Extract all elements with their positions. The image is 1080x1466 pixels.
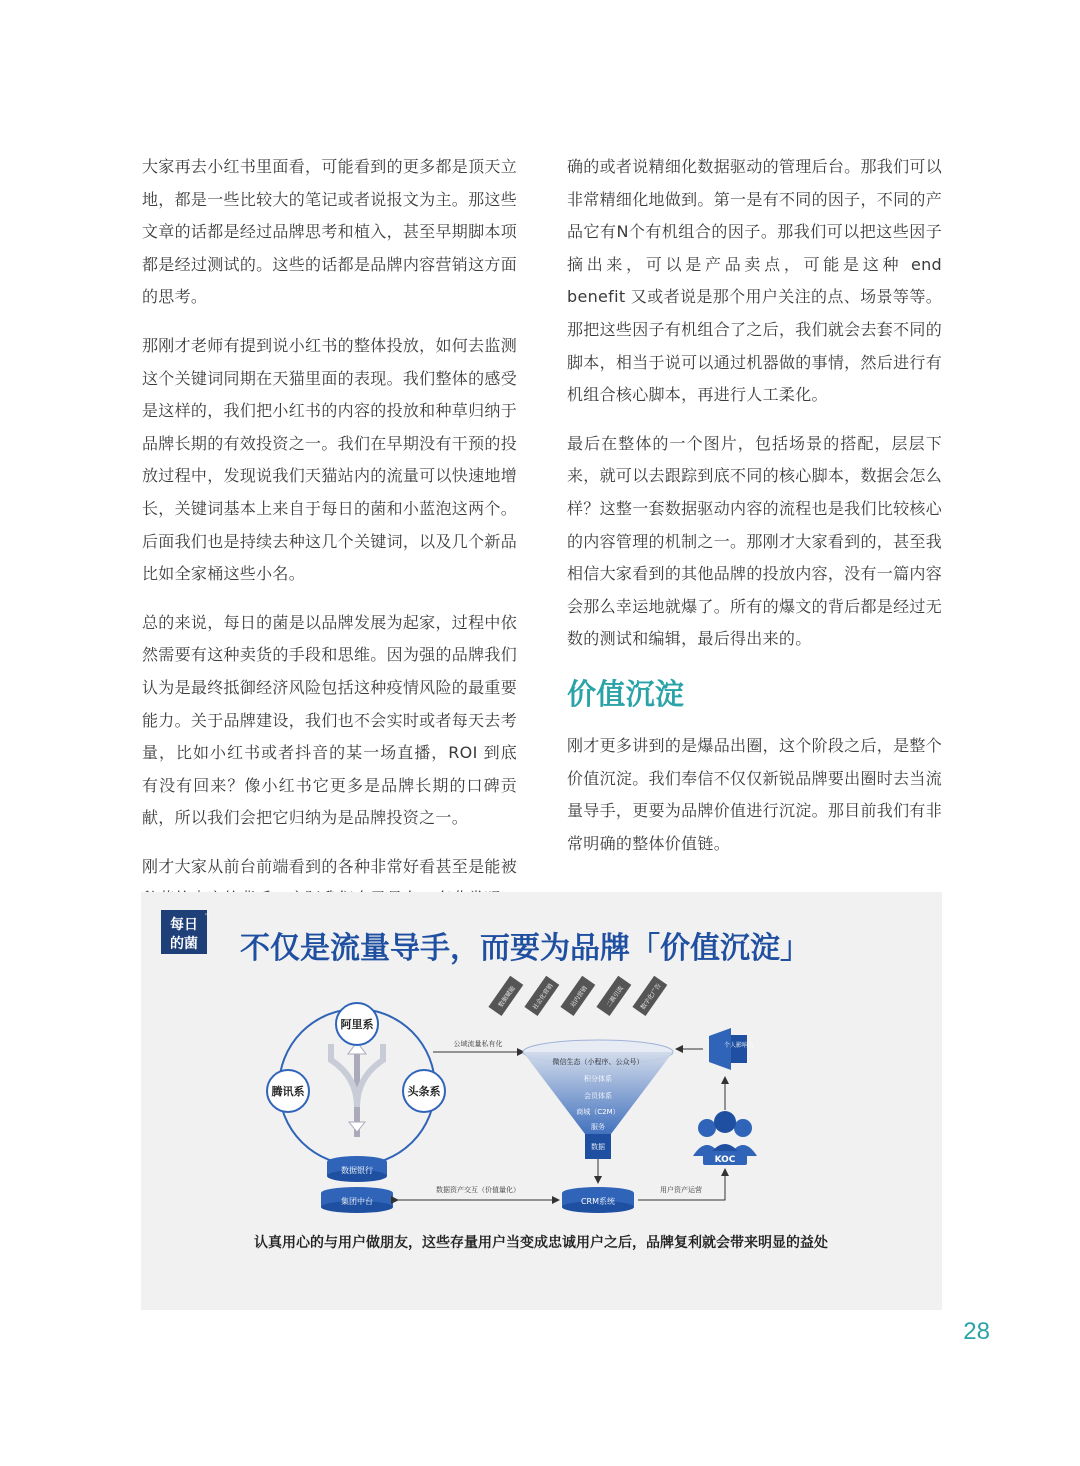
left-text-column bbox=[142, 151, 517, 932]
ecosystem-circle bbox=[267, 1003, 445, 1213]
funnel-tag: 二跳引流 bbox=[605, 984, 625, 1009]
logo-trademark: ™ bbox=[204, 913, 210, 920]
body-paragraph: 那刚才老师有提到说小红书的整体投放，如何去监测这个关键词同期在天猫里面的表现。我们整体的感受是这样的，我们把小红书的内容的投放和种草归纳于品牌长期的有效投资之一。我们在早期没有干预的投放过程中，发现说我们天猫站内的流量可以快速地增长，关键词基本上来自于每日的菌和小蓝泡这两个。后面我们也是持续去种这几个关键词，以及几个新品比如全家桶这些小名。 bbox=[142, 335, 517, 584]
brand-logo bbox=[161, 910, 210, 954]
right-text-column bbox=[567, 151, 942, 876]
node-data-bank: 数据银行 bbox=[341, 1166, 373, 1175]
node-toutiao: 头条系 bbox=[407, 1085, 441, 1098]
node-tencent: 腾讯系 bbox=[271, 1085, 305, 1098]
arrow-label-user-asset: 用户资产运营 bbox=[660, 1186, 702, 1194]
arrow-label-public-private: 公域流量私有化 bbox=[453, 1040, 503, 1048]
figure-title: 不仅是流量导手，而要为品牌「价值沉淀」 bbox=[240, 931, 810, 966]
body-paragraph: 确的或者说精细化数据驱动的管理后台。那我们可以非常精细化地做到。第一是有不同的因子，不同的产品它有N个有机组合的因子。那我们可以把这些因子摘出来，可以是产品卖点，可能是这种 end benefit 又或者说是那个用户关注的点、场景等等。那把这些因子有机组合了之后，我们就会去套不同的脚本，相当于说可以通过机器做的事情，然后进行有机组合核心脚本，再进行人工柔化。 bbox=[567, 157, 942, 405]
funnel-tag: 社会化营销 bbox=[531, 982, 555, 1012]
body-paragraph: 最后在整体的一个图片，包括场景的搭配，层层下来，就可以去跟踪到底不同的核心脚本，数据会怎么样？这整一套数据驱动内容的流程也是我们比较核心的内容管理的机制之一。那刚才大家看到的，甚至我相信大家看到的其他品牌的投放内容，没有一篇内容会那么幸运地就爆了。所有的爆文的背后都是经过无数的测试和编辑，最后得出来的。 bbox=[567, 433, 942, 649]
funnel-layer: 微信生态（小程序、公众号） bbox=[552, 1058, 644, 1066]
funnel-tags bbox=[488, 976, 667, 1016]
value-chain-diagram bbox=[141, 892, 942, 1310]
funnel-layer: 数据 bbox=[591, 1143, 605, 1151]
logo-line-2: 的菌 bbox=[170, 936, 198, 952]
funnel-layer: 会员体系 bbox=[584, 1092, 612, 1100]
crm-system bbox=[562, 1187, 634, 1213]
body-paragraph: 刚才更多讲到的是爆品出圈，这个阶段之后，是整个价值沉淀。我们奉信不仅仅新锐品牌要出圈时去当流量导手，更要为品牌价值进行沉淀。那目前我们有非常明确的整体价值链。 bbox=[567, 735, 942, 853]
section-title: 价值沉淀 bbox=[567, 676, 685, 711]
arrow-user-asset bbox=[638, 1170, 725, 1200]
funnel-layer: 服务 bbox=[591, 1123, 605, 1131]
node-personal-influence: 个人影响力 bbox=[723, 1042, 755, 1049]
body-paragraph: 刚才大家从前台前端看到的各种非常好看甚至是能被 bbox=[142, 856, 517, 876]
funnel-layer: 积分体系 bbox=[584, 1075, 612, 1083]
funnel-tag: 数据赋能 bbox=[497, 984, 517, 1009]
koc-people-icon bbox=[693, 1111, 757, 1165]
value-chain-figure bbox=[141, 892, 942, 1310]
arrow-label-data-asset: 数据资产交互（价值量化） bbox=[436, 1186, 520, 1194]
page-number: 28 bbox=[963, 1318, 990, 1345]
node-group-center: 集团中台 bbox=[341, 1197, 373, 1206]
funnel-tag: 数字化广告 bbox=[639, 982, 663, 1012]
node-alibaba: 阿里系 bbox=[340, 1018, 374, 1031]
funnel-tag: 站内营销 bbox=[569, 984, 589, 1009]
node-koc: KOC bbox=[714, 1155, 736, 1165]
megaphone-icon bbox=[709, 1028, 754, 1070]
node-crm: CRM系统 bbox=[580, 1197, 616, 1206]
funnel bbox=[523, 1040, 673, 1159]
body-paragraph: 大家再去小红书里面看，可能看到的更多都是顶天立地，都是一些比较大的笔记或者说报文为主。那这些文章的话都是经过品牌思考和植入，甚至早期脚本项都是经过测试的。这些的话都是品牌内容营销这方面的思考。 bbox=[142, 157, 517, 307]
logo-line-1: 每日 bbox=[170, 917, 198, 933]
funnel-layer: 商城（C2M） bbox=[576, 1108, 620, 1116]
body-paragraph: 总的来说，每日的菌是以品牌发展为起家，过程中依然需要有这种卖货的手段和思维。因为强的品牌我们认为是最终抵御经济风险包括这种疫情风险的最重要能力。关于品牌建设，我们也不会实时或者每天去考量，比如小红书或者抖音的某一场直播，ROI 到底有没有回来？像小红书它更多是品牌长期的口碑贡献，所以我们会把它归纳为是品牌投资之一。 bbox=[142, 612, 517, 828]
figure-caption: 认真用心的与用户做朋友，这些存量用户当变成忠诚用户之后，品牌复利就会带来明显的益处 bbox=[254, 1235, 828, 1251]
